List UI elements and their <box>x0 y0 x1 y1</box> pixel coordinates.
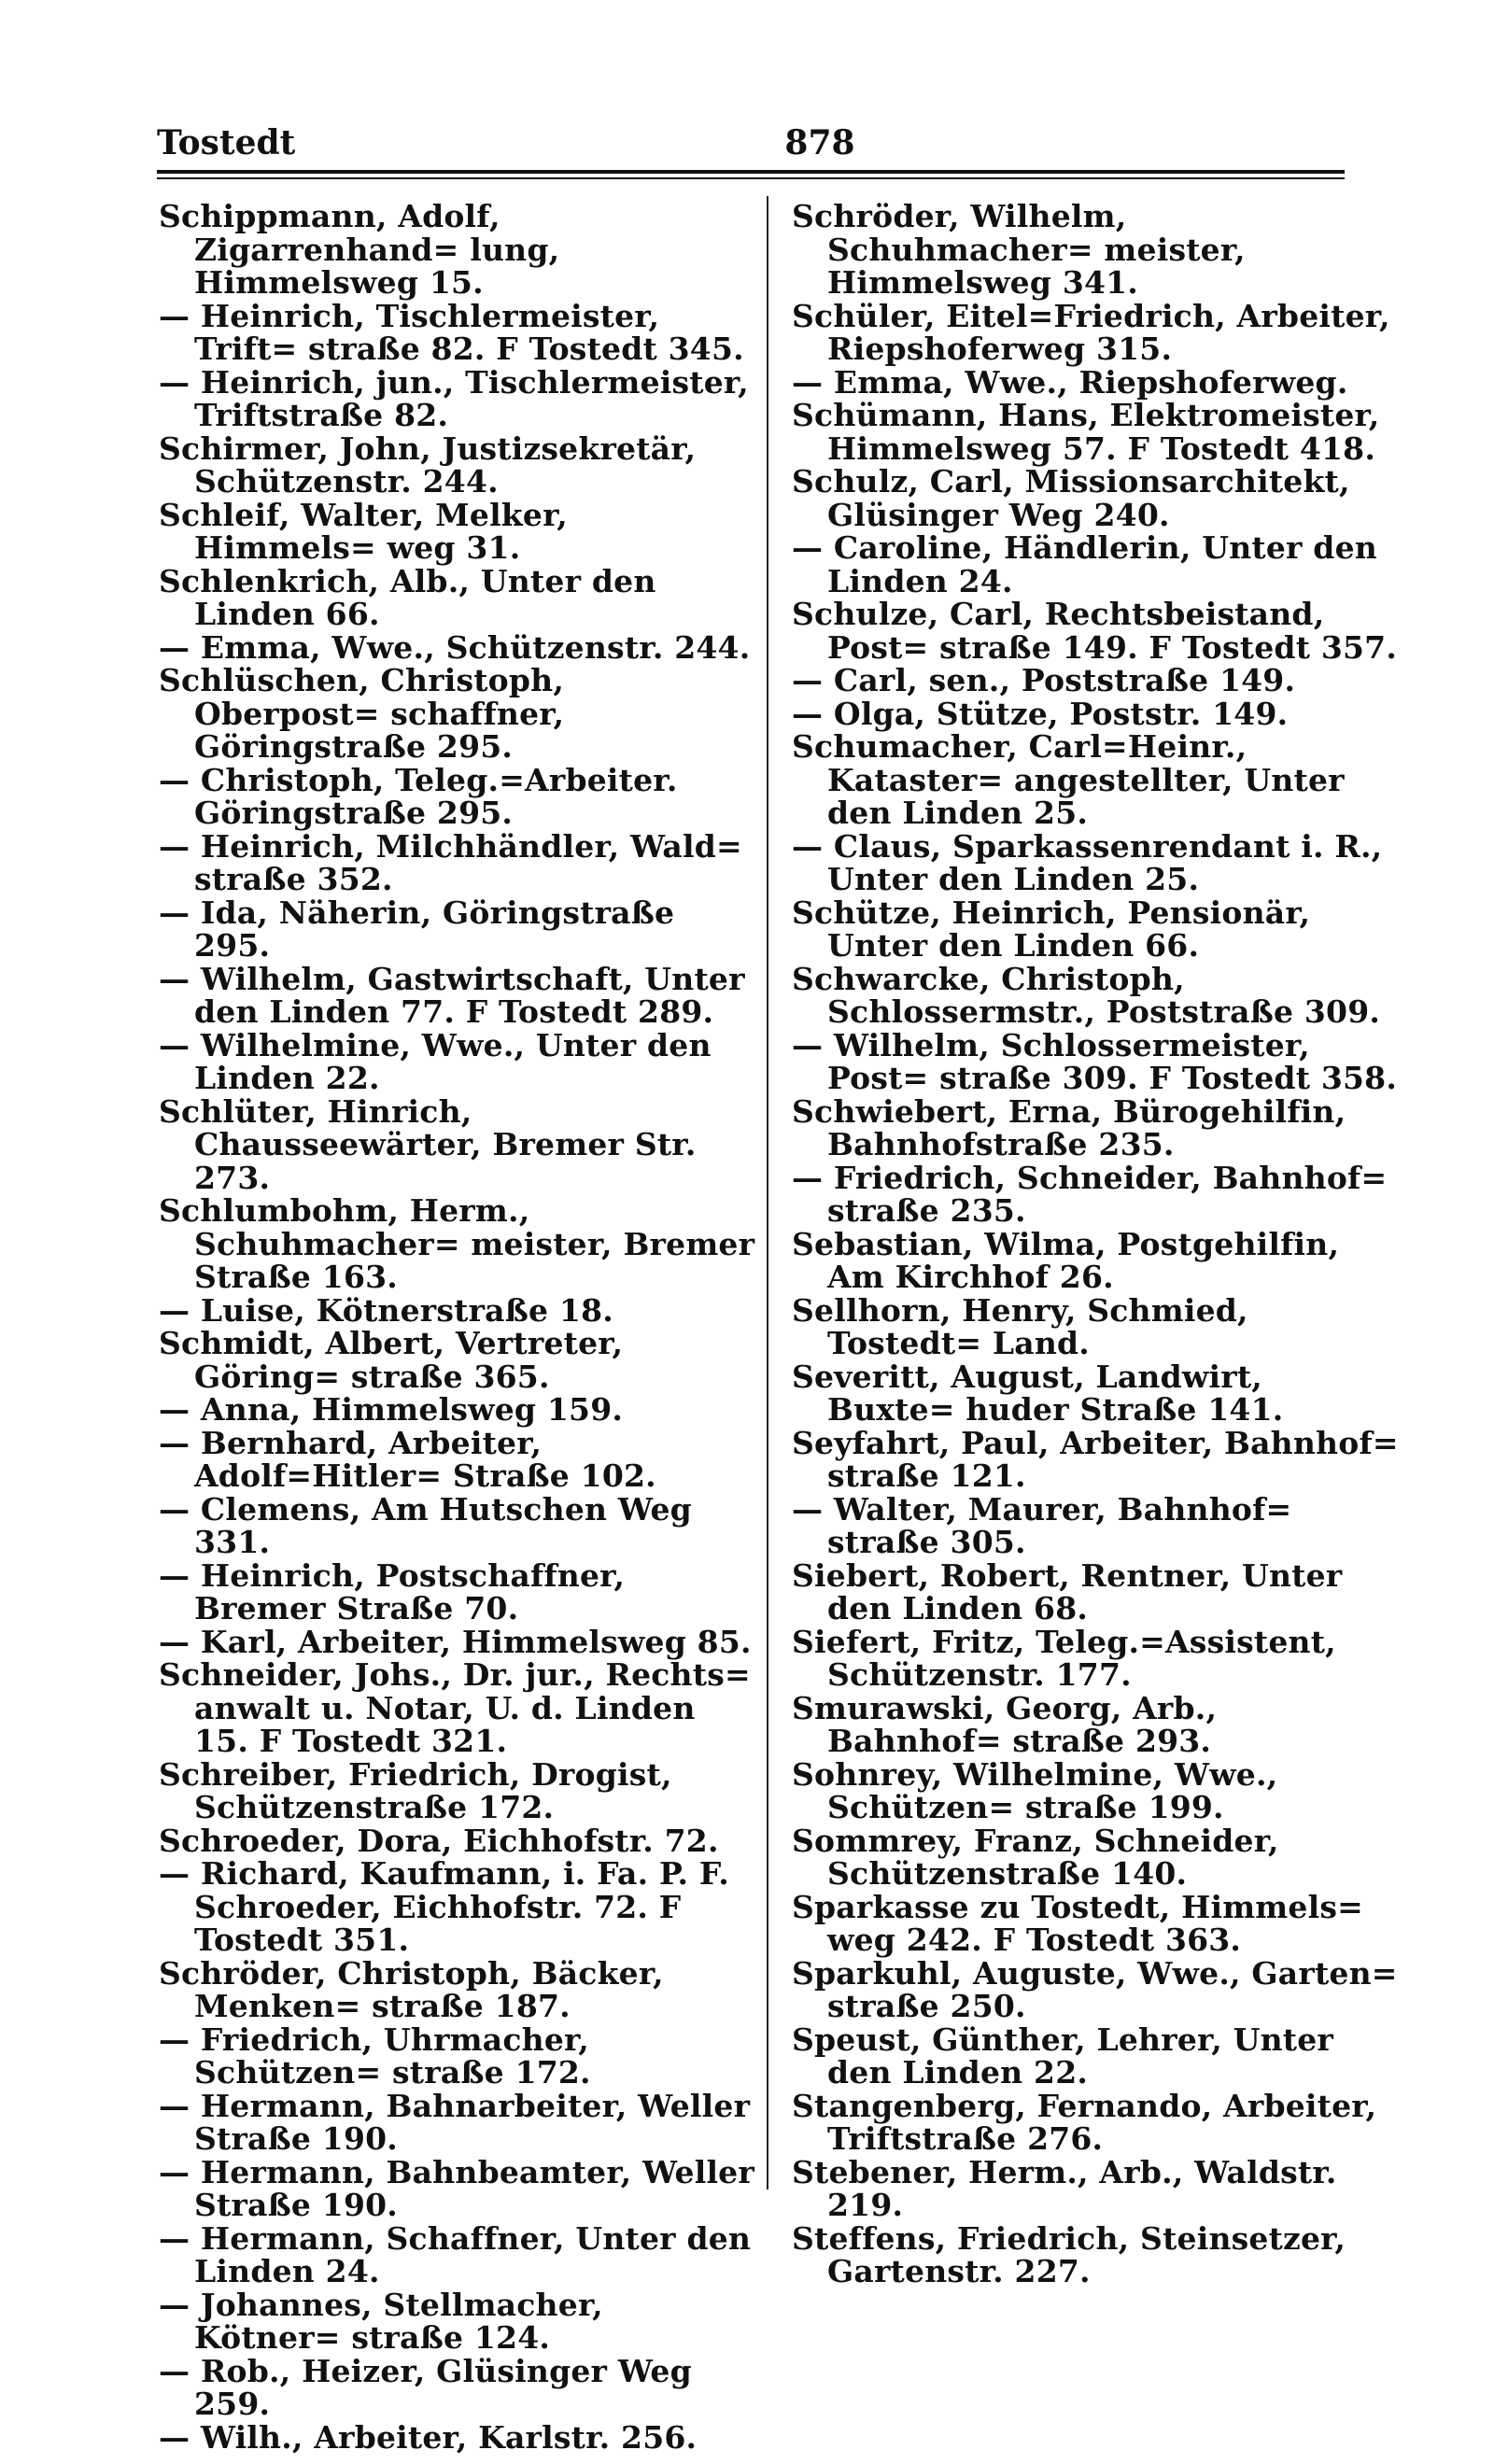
directory-entry: Schlumbohm, Herm., Schuhmacher= meister, Bremer Straße 163. <box>159 1192 755 1295</box>
directory-entry: — Wilh., Arbeiter, Karlstr. 256. <box>159 2418 698 2456</box>
directory-entry: — Rob., Heizer, Glüsinger Weg 259. <box>159 2352 692 2422</box>
page-header <box>157 123 1343 170</box>
directory-entry: Sebastian, Wilma, Postgehilfin, Am Kirchhof 26. <box>792 1225 1340 1295</box>
directory-entry: Schirmer, John, Justizsekretär, Schützenstr. 244. <box>159 429 697 500</box>
directory-entry: — Wilhelmine, Wwe., Unter den Linden 22. <box>159 1026 712 1096</box>
directory-entry: Stebener, Herm., Arb., Waldstr. 219. <box>792 2153 1337 2223</box>
directory-entry: Steffens, Friedrich, Steinsetzer, Gartenstr. 227. <box>792 2219 1346 2289</box>
directory-entry: — Walter, Maurer, Bahnhof= straße 305. <box>792 1490 1292 1560</box>
directory-entry: Schlüschen, Christoph, Oberpost= schaffner, Göringstraße 295. <box>159 662 565 765</box>
directory-entry: Schwiebert, Erna, Bürogehilfin, Bahnhofstraße 235. <box>792 1092 1346 1162</box>
directory-entry: Stangenberg, Fernando, Arbeiter, Triftstraße 276. <box>792 2087 1377 2157</box>
directory-entry: Schneider, Johs., Dr. jur., Rechts= anwalt u. Notar, U. d. Linden 15. F Tostedt 321. <box>159 1656 751 1759</box>
directory-entry: Schwarcke, Christoph, Schlossermstr., Poststraße 309. <box>792 960 1381 1030</box>
directory-entry: Schümann, Hans, Elektromeister, Himmelsweg 57. F Tostedt 418. <box>792 397 1380 467</box>
directory-entry: Schumacher, Carl=Heinr., Kataster= angestellter, Unter den Linden 25. <box>792 728 1345 831</box>
directory-entry: — Richard, Kaufmann, i. Fa. P. F. Schroeder, Eichhofstr. 72. F Tostedt 351. <box>159 1855 729 1958</box>
directory-entry: Schmidt, Albert, Vertreter, Göring= straße 365. <box>159 1325 624 1395</box>
directory-entry: — Heinrich, Milchhändler, Wald= straße 352. <box>159 827 742 897</box>
directory-entry: — Heinrich, Tischlermeister, Trift= straße 82. F Tostedt 345. <box>159 297 744 367</box>
directory-entry: Sparkuhl, Auguste, Wwe., Garten= straße 250. <box>792 1954 1398 2024</box>
directory-entry: — Emma, Wwe., Schützenstr. 244. <box>159 628 751 666</box>
directory-entry: Schlüter, Hinrich, Chausseewärter, Bremer Str. 273. <box>159 1092 697 1196</box>
directory-entry: Seyfahrt, Paul, Arbeiter, Bahnhof= straße 121. <box>792 1424 1399 1494</box>
directory-entry: — Friedrich, Schneider, Bahnhof= straße 235. <box>792 1159 1388 1229</box>
directory-entry: — Clemens, Am Hutschen Weg 331. <box>159 1490 692 1560</box>
directory-entry: Schleif, Walter, Melker, Himmels= weg 31. <box>159 496 568 566</box>
directory-entry: — Claus, Sparkassenrendant i. R., Unter den Linden 25. <box>792 827 1383 897</box>
directory-entry: Sellhorn, Henry, Schmied, Tostedt= Land. <box>792 1291 1248 1361</box>
directory-entry: Schulze, Carl, Rechtsbeistand, Post= straße 149. F Tostedt 357. <box>792 596 1398 666</box>
running-title: Tostedt <box>157 123 296 162</box>
directory-entry: — Ida, Näherin, Göringstraße 295. <box>159 894 675 964</box>
directory-entry: Schröder, Wilhelm, Schuhmacher= meister, Himmelsweg 341. <box>792 198 1246 301</box>
directory-entry: — Carl, sen., Poststraße 149. <box>792 662 1296 698</box>
column-separator <box>767 196 768 2189</box>
directory-entry: — Karl, Arbeiter, Himmelsweg 85. <box>159 1623 752 1660</box>
directory-entry: Siebert, Robert, Rentner, Unter den Linden 68. <box>792 1556 1343 1626</box>
header-rule-thick <box>157 170 1345 174</box>
directory-entry: — Luise, Kötnerstraße 18. <box>159 1291 613 1329</box>
left-column <box>159 200 756 2454</box>
right-column <box>792 200 1401 2288</box>
directory-entry: — Olga, Stütze, Poststr. 149. <box>792 695 1289 732</box>
directory-entry: — Hermann, Bahnbeamter, Weller Straße 190. <box>159 2153 754 2223</box>
directory-entry: — Caroline, Händlerin, Unter den Linden 24. <box>792 529 1377 599</box>
directory-entry: Schreiber, Friedrich, Drogist, Schützenstraße 172. <box>159 1755 672 1825</box>
directory-entry: Schulz, Carl, Missionsarchitekt, Glüsinger Weg 240. <box>792 463 1350 533</box>
page-number: 878 <box>784 123 855 162</box>
directory-entry: — Bernhard, Arbeiter, Adolf=Hitler= Straße 102. <box>159 1424 656 1494</box>
directory-entry: — Emma, Wwe., Riepshoferweg. <box>792 363 1348 401</box>
directory-entry: — Wilhelm, Schlossermeister, Post= straße 309. F Tostedt 358. <box>792 1026 1398 1096</box>
directory-entry: Sohnrey, Wilhelmine, Wwe., Schützen= straße 199. <box>792 1755 1278 1825</box>
directory-entry: Schütze, Heinrich, Pensionär, Unter den Linden 66. <box>792 894 1311 964</box>
directory-entry: — Hermann, Schaffner, Unter den Linden 24. <box>159 2219 752 2289</box>
directory-entry: — Heinrich, Postschaffner, Bremer Straße 70. <box>159 1556 626 1626</box>
directory-entry: — Christoph, Teleg.=Arbeiter. Göringstraße 295. <box>159 761 678 831</box>
directory-entry: Sommrey, Franz, Schneider, Schützenstraße 140. <box>792 1822 1279 1892</box>
directory-entry: Schlenkrich, Alb., Unter den Linden 66. <box>159 562 656 632</box>
directory-entry: — Hermann, Bahnarbeiter, Weller Straße 190. <box>159 2087 751 2157</box>
directory-entry: Sparkasse zu Tostedt, Himmels= weg 242. F Tostedt 363. <box>792 1888 1363 1958</box>
directory-entry: Speust, Günther, Lehrer, Unter den Linden 22. <box>792 2020 1333 2091</box>
directory-entry: — Friedrich, Uhrmacher, Schützen= straße 172. <box>159 2020 591 2091</box>
directory-entry: — Anna, Himmelsweg 159. <box>159 1391 624 1428</box>
directory-entry: Siefert, Fritz, Teleg.=Assistent, Schützenstr. 177. <box>792 1623 1336 1693</box>
directory-entry: — Wilhelm, Gastwirtschaft, Unter den Linden 77. F Tostedt 289. <box>159 960 745 1030</box>
directory-entry: — Heinrich, jun., Tischlermeister, Triftstraße 82. <box>159 363 749 433</box>
directory-entry: — Johannes, Stellmacher, Kötner= straße 124. <box>159 2286 603 2356</box>
directory-entry: Schippmann, Adolf, Zigarrenhand= lung, Himmelsweg 15. <box>159 198 560 301</box>
directory-entry: Schröder, Christoph, Bäcker, Menken= straße 187. <box>159 1954 664 2024</box>
directory-entry: Schroeder, Dora, Eichhofstr. 72. <box>159 1822 719 1859</box>
directory-entry: Severitt, August, Landwirt, Buxte= huder Straße 141. <box>792 1358 1284 1428</box>
directory-entry: Schüler, Eitel=Friedrich, Arbeiter, Riepshoferweg 315. <box>792 297 1390 367</box>
header-rule-thin <box>157 177 1345 179</box>
directory-entry: Smurawski, Georg, Arb., Bahnhof= straße 293. <box>792 1689 1218 1759</box>
